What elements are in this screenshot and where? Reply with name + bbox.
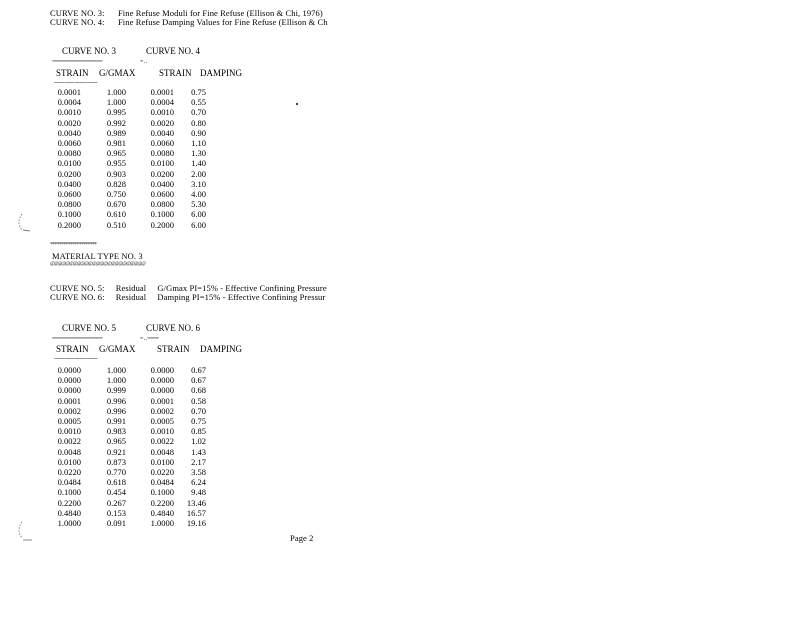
table-row (38, 467, 206, 477)
table-row (38, 457, 206, 467)
gmax-cell: 0.267 (106, 497, 126, 508)
damping-cell: 0.90 (191, 127, 206, 138)
damping-cell: 4.00 (191, 189, 206, 200)
strain-2-cell: 0.0022 (150, 436, 174, 447)
at-rule: @@@@@@@@@@@@@@@@@@@@@@@@@ (50, 262, 146, 267)
strain-cell: 0.2200 (57, 497, 81, 508)
table-row (38, 220, 206, 230)
curve-description: Fine Refuse Moduli for Fine Refuse (Ellison & Chi, 1976) (117, 8, 323, 18)
strain-2-cell: 0.0100 (150, 158, 174, 169)
strain-cell: 0.1000 (57, 209, 81, 220)
damping-cell: 13.46 (186, 497, 206, 508)
dash-rule: -------- -------- --------- --------- (54, 356, 97, 362)
strain-cell: 0.0000 (57, 375, 81, 386)
strain-2-cell: 0.0005 (150, 416, 174, 427)
strain-cell: 0.0005 (57, 416, 81, 427)
strain-2-cell: 0.1000 (150, 487, 174, 498)
strain-cell: 0.0004 (57, 97, 81, 108)
strain-2-cell: 0.0004 (150, 97, 174, 108)
damping-cell: 0.58 (191, 395, 206, 406)
gmax-cell: 0.828 (106, 178, 126, 189)
double-rule-right: = . . (140, 59, 147, 65)
damping-cell: 0.67 (191, 365, 206, 375)
table-row (38, 138, 206, 148)
damping-cell: 1.40 (191, 158, 206, 169)
strain-cell: 0.0400 (57, 178, 81, 189)
strain-cell: 0.0100 (57, 158, 81, 169)
strain-cell: 0.4840 (57, 507, 81, 518)
strain-2-cell: 0.0000 (150, 385, 174, 396)
col-header-gmax: G/GMAX (99, 344, 136, 354)
gmax-cell: 0.983 (106, 426, 126, 437)
strain-cell: 0.0000 (57, 385, 81, 396)
table-row (38, 128, 206, 138)
data-table-curves-5-6 (38, 365, 206, 528)
gmax-cell: 1.000 (106, 375, 126, 386)
strain-cell: 0.0220 (57, 467, 81, 478)
gmax-cell: 0.955 (106, 158, 126, 169)
damping-cell: 0.70 (191, 107, 206, 118)
strain-cell: 0.0002 (57, 405, 81, 416)
binder-hole-mark (14, 212, 32, 234)
table-row (38, 508, 206, 518)
strain-2-cell: 0.0002 (150, 405, 174, 416)
strain-cell: 0.1000 (57, 487, 81, 498)
strain-2-cell: 0.0484 (150, 477, 174, 488)
damping-cell: 3.58 (191, 467, 206, 478)
table-row (38, 209, 206, 219)
gmax-cell: 0.999 (106, 385, 126, 396)
damping-cell: 0.55 (191, 97, 206, 108)
table-row (38, 107, 206, 117)
strain-cell: 0.0010 (57, 107, 81, 118)
table-row (38, 498, 206, 508)
gmax-cell: 0.996 (106, 405, 126, 416)
table-row (38, 97, 206, 107)
strain-2-cell: 0.0001 (150, 87, 174, 97)
curve-description: Damping PI=15% - Effective Confining Pressur (157, 292, 326, 302)
strain-cell: 0.0040 (57, 127, 81, 138)
curve-desc-line-4 (50, 17, 328, 27)
material-type-title: MATERIAL TYPE NO. 3 (52, 251, 143, 261)
double-rule-right: = . . ==== (140, 336, 159, 342)
damping-cell: 16.57 (186, 507, 206, 518)
gmax-cell: 0.996 (106, 395, 126, 406)
gmax-cell: 0.981 (106, 138, 126, 149)
damping-cell: 2.00 (191, 168, 206, 179)
curve-label: CURVE NO. 6: (50, 292, 105, 302)
gmax-cell: 0.903 (106, 168, 126, 179)
table-row (38, 436, 206, 446)
damping-cell: 0.70 (191, 405, 206, 416)
gmax-cell: 1.000 (106, 97, 126, 108)
table-row (38, 158, 206, 168)
table-row (38, 189, 206, 199)
strain-cell: 0.0010 (57, 426, 81, 437)
gmax-cell: 0.965 (106, 148, 126, 159)
strain-2-cell: 0.0600 (150, 189, 174, 200)
curve-label: CURVE NO. 3: (50, 8, 105, 18)
col-header-strain: STRAIN (56, 344, 89, 354)
table-row (38, 518, 206, 528)
col-header-damping: DAMPING (200, 68, 243, 78)
double-rule-left: ================== (52, 336, 103, 342)
strain-2-cell: 0.1000 (150, 209, 174, 220)
page-number: Page 2 (290, 533, 314, 543)
damping-cell: 6.00 (191, 219, 206, 230)
damping-cell: 0.75 (191, 87, 206, 97)
strain-2-cell: 0.0060 (150, 138, 174, 149)
strain-2-cell: 0.0000 (150, 375, 174, 386)
damping-cell: 0.85 (191, 426, 206, 437)
curve-tag: Residual (115, 283, 147, 293)
gmax-cell: 0.989 (106, 127, 126, 138)
strain-cell: 0.0048 (57, 446, 81, 457)
strain-2-cell: 0.0020 (150, 117, 174, 128)
strain-cell: 0.0000 (57, 365, 81, 375)
strain-cell: 0.0100 (57, 456, 81, 467)
gmax-cell: 0.992 (106, 117, 126, 128)
strain-cell: 0.0080 (57, 148, 81, 159)
curve-label: CURVE NO. 4: (50, 17, 105, 27)
damping-cell: 1.10 (191, 138, 206, 149)
table-row (38, 87, 206, 97)
gmax-cell: 0.750 (106, 189, 126, 200)
col-header-strain-2: STRAIN (157, 344, 190, 354)
strain-cell: 0.0060 (57, 138, 81, 149)
gmax-cell: 0.153 (106, 507, 126, 518)
table-row (38, 199, 206, 209)
damping-cell: 1.30 (191, 148, 206, 159)
damping-cell: 0.75 (191, 416, 206, 427)
strain-2-cell: 0.0220 (150, 467, 174, 478)
damping-cell: 0.80 (191, 117, 206, 128)
damping-cell: 6.24 (191, 477, 206, 488)
damping-cell: 0.67 (191, 375, 206, 386)
strain-cell: 0.0800 (57, 199, 81, 210)
gmax-cell: 0.991 (106, 416, 126, 427)
strain-cell: 0.0001 (57, 395, 81, 406)
table-row (38, 169, 206, 179)
strain-2-cell: 0.0048 (150, 446, 174, 457)
gmax-cell: 0.091 (106, 518, 126, 529)
strain-2-cell: 0.4840 (150, 507, 174, 518)
curve-no-5-heading: CURVE NO. 5 (62, 323, 117, 333)
strain-cell: 0.2000 (57, 219, 81, 230)
gmax-cell: 0.921 (106, 446, 126, 457)
damping-cell: 0.68 (191, 385, 206, 396)
strain-2-cell: 1.0000 (150, 518, 174, 529)
table-row (38, 385, 206, 395)
damping-cell: 6.00 (191, 209, 206, 220)
damping-cell: 19.16 (186, 518, 206, 529)
strain-cell: 0.0200 (57, 168, 81, 179)
strain-cell: 0.0022 (57, 436, 81, 447)
strain-2-cell: 0.0100 (150, 456, 174, 467)
col-header-gmax: G/GMAX (99, 68, 136, 78)
gmax-cell: 0.610 (106, 209, 126, 220)
gmax-cell: 0.995 (106, 107, 126, 118)
gmax-cell: 1.000 (106, 365, 126, 375)
col-header-strain: STRAIN (56, 68, 89, 78)
strain-2-cell: 0.0010 (150, 107, 174, 118)
table-row (38, 406, 206, 416)
gmax-cell: 0.618 (106, 477, 126, 488)
strain-2-cell: 0.0010 (150, 426, 174, 437)
table-row (38, 365, 206, 375)
gmax-cell: 0.510 (106, 219, 126, 230)
table-row (38, 477, 206, 487)
strain-cell: 0.0020 (57, 117, 81, 128)
curve-no-3-heading: CURVE NO. 3 (62, 46, 117, 56)
damping-cell: 9.48 (191, 487, 206, 498)
strain-2-cell: 0.0200 (150, 168, 174, 179)
curve-no-4-heading: CURVE NO. 4 (146, 46, 201, 56)
strain-2-cell: 0.2000 (150, 219, 174, 230)
strain-2-cell: 0.0080 (150, 148, 174, 159)
table-row (38, 375, 206, 385)
curve-label: CURVE NO. 5: (50, 283, 105, 293)
strain-2-cell: 0.0040 (150, 127, 174, 138)
table-row (38, 179, 206, 189)
col-header-damping: DAMPING (200, 344, 243, 354)
curve-tag: Residual (115, 292, 147, 302)
damping-cell: 1.43 (191, 446, 206, 457)
strain-2-cell: 0.0400 (150, 178, 174, 189)
curve-no-6-heading: CURVE NO. 6 (146, 323, 201, 333)
curve-description: G/Gmax PI=15% - Effective Confining Pressure (157, 283, 327, 293)
asterisk-rule: ********************* (50, 242, 97, 248)
strain-2-cell: 0.0000 (150, 365, 174, 375)
damping-cell: 3.10 (191, 178, 206, 189)
gmax-cell: 1.000 (106, 87, 126, 97)
damping-cell: 5.30 (191, 199, 206, 210)
gmax-cell: 0.770 (106, 467, 126, 478)
table-row (38, 148, 206, 158)
gmax-cell: 0.873 (106, 456, 126, 467)
curve-description: Fine Refuse Damping Values for Fine Refuse (Ellison & Ch (117, 17, 328, 27)
dash-rule: -------- -------- --------- --------- (54, 80, 97, 86)
double-rule-left: ================== (52, 59, 103, 65)
table-row (38, 416, 206, 426)
binder-hole-mark (14, 520, 32, 542)
table-row (38, 396, 206, 406)
curve-desc-line-6 (50, 292, 325, 302)
strain-cell: 0.0484 (57, 477, 81, 488)
strain-2-cell: 0.0800 (150, 199, 174, 210)
strain-2-cell: 0.0001 (150, 395, 174, 406)
gmax-cell: 0.965 (106, 436, 126, 447)
table-row (38, 487, 206, 497)
table-row (38, 118, 206, 128)
strain-cell: 0.0001 (57, 87, 81, 97)
gmax-cell: 0.454 (106, 487, 126, 498)
strain-cell: 1.0000 (57, 518, 81, 529)
gmax-cell: 0.670 (106, 199, 126, 210)
table-row (38, 426, 206, 436)
damping-cell: 2.17 (191, 456, 206, 467)
table-row (38, 447, 206, 457)
strain-2-cell: 0.2200 (150, 497, 174, 508)
strain-cell: 0.0600 (57, 189, 81, 200)
damping-cell: 1.02 (191, 436, 206, 447)
data-table-curves-3-4 (38, 87, 206, 230)
stray-mark (296, 103, 298, 105)
col-header-strain-2: STRAIN (159, 68, 192, 78)
